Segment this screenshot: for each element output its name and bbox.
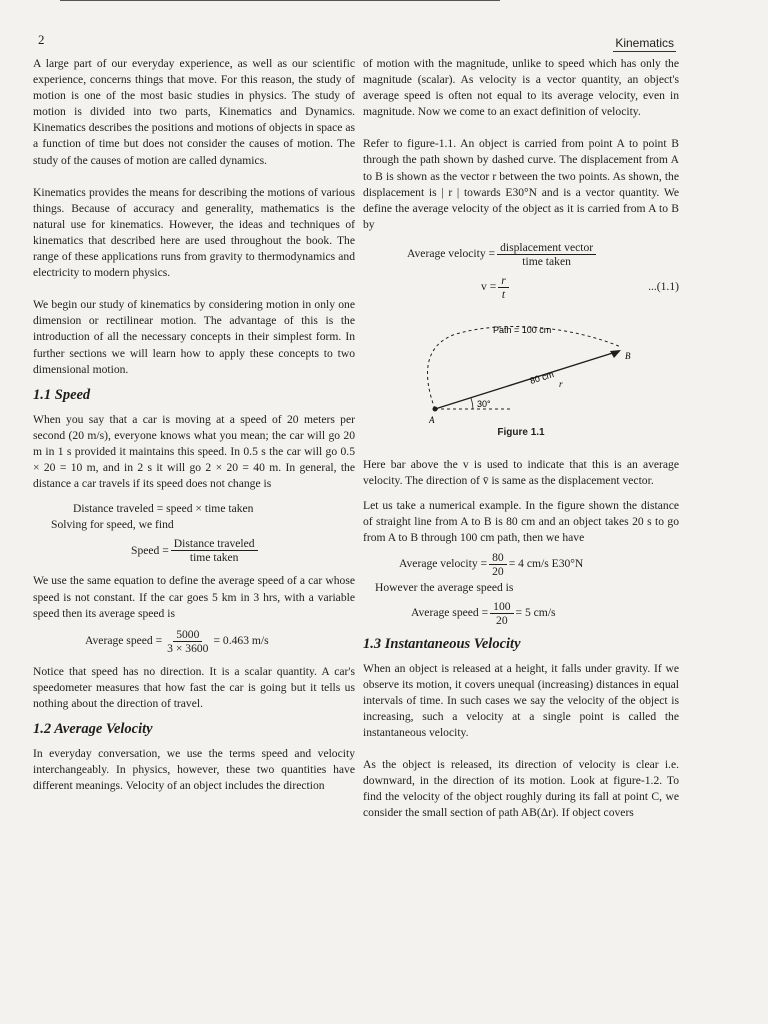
equation-lhs: Average speed = (85, 634, 163, 648)
equation-rhs: = 0.463 m/s (213, 634, 269, 648)
equation-average-speed (33, 628, 355, 655)
fraction (498, 274, 509, 301)
equation-lhs: Average velocity = (399, 556, 488, 570)
denominator: 3 × 3600 (167, 641, 209, 655)
paragraph: When you say that a car is moving at a speed of 20 meters per second (20 m/s), everyone knows what you mean; the car will go 20 m in 1 s provided it maintains this speed. In 0.5 s the car will go 0.5 × 20 = 10 m, and in 2 s it will go 2 × 20 = 40 m. In general, the distance a car travels if its speed does not change is (33, 412, 355, 491)
page-number: 2 (38, 32, 45, 47)
paragraph: of motion with the magnitude, unlike to speed which has only the magnitude (scalar). As velocity is a vector quantity, an object's average speed is often not equal to its average velocity, even in magnitude. Now we come to an exact definition of velocity. (363, 57, 679, 119)
right-column (363, 56, 679, 822)
running-title: Kinematics (615, 36, 674, 50)
figure-caption: Figure 1.1 (497, 426, 545, 438)
solving-text: Solving for speed, we find (51, 518, 174, 532)
left-column (33, 56, 355, 794)
angle-label: 30° (477, 398, 491, 409)
equation-rhs: = 4 cm/s E30°N (508, 556, 584, 570)
point-a-label: A (429, 414, 435, 425)
section-heading-speed: 1.1 Speed (33, 386, 91, 403)
denominator: time taken (189, 551, 239, 565)
section-heading-average-velocity: 1.2 Average Velocity (33, 721, 153, 737)
fraction (164, 628, 211, 655)
equation-lhs: Average speed = (411, 606, 489, 620)
path-label: Path = 100 cm (493, 324, 552, 335)
equation-vbar (363, 274, 679, 301)
numerator: 5000 (173, 628, 202, 642)
denominator: time taken (522, 254, 571, 268)
paragraph: As the object is released, its direction of velocity is clear i.e. downward, in the direction of its motion. Look at figure-1.2. To find the velocity of the object roughly during its fall at point C, we consider the small section of path AB(Δr). If object covers (363, 758, 679, 820)
paragraph: In everyday conversation, we use the terms speed and velocity interchangeably. In physics, however, these two quantities have different meanings. Velocity of an object includes the direction (33, 747, 355, 793)
top-rule (60, 0, 500, 1)
numerator: displacement vector (497, 241, 596, 255)
numerator: r (498, 274, 509, 288)
paragraph: Let us take a numerical example. In the figure shown the distance of straight line from A to B is 80 cm and an object takes 20 s to go from A to B through 100 cm path, then we have (363, 499, 679, 545)
equation-example-velocity (363, 551, 679, 578)
curved-path (428, 326, 621, 409)
paragraph: We use the same equation to define the average speed of a car whose speed is not constant. If the car goes 5 km in 3 hrs, with a variable speed then its average speed is (33, 574, 355, 620)
paragraph: A large part of our everyday experience, as well as our scientific experience, concerns things that move. For this reason, the study of motion is one of the most basic studies in physics. The study of motion is divided into two parts, Kinematics and Dynamics. Kinematics describes the positions and motions of objects in space as a function of time but does not consider the causes of motion. The study of the causes of motion are called dynamics. (33, 57, 355, 167)
equation-distance: Distance traveled = speed × time taken (73, 502, 254, 516)
equation-lhs: v = (481, 280, 497, 294)
vector-label: r (559, 378, 563, 389)
equation-example-speed (363, 600, 679, 627)
fraction (490, 600, 513, 627)
equation-speed (33, 537, 355, 564)
equation-lhs: Average velocity = (407, 247, 496, 261)
figure-diagram (363, 307, 679, 425)
section-heading-instantaneous-velocity: 1.3 Instantaneous Velocity (363, 635, 521, 652)
equation-lhs: Speed = (131, 543, 169, 557)
equation-average-velocity (363, 241, 679, 268)
however-text: However the average speed is (375, 580, 514, 594)
chord-label: 80 cm (528, 369, 556, 386)
numerator: 100 (490, 600, 513, 614)
displacement-vector (435, 351, 619, 409)
paragraph: When an object is released at a height, it falls under gravity. If we observe its motion, it covers unequal (increasing) distances in equal intervals of time. In such cases we say the velocity of the object is increasing, such a velocity at a single point is called the instantaneous velocity. (363, 661, 679, 740)
denominator: 20 (496, 613, 508, 627)
equation-rhs: = 5 cm/s (515, 606, 556, 620)
paragraph: Refer to figure-1.1. An object is carried from point A to point B through the path shown by dashed curve. The displacement from A to B is shown as the vector r between the two points. As shown, the displacement is | r | towards E30°N and is a vector quantity. We define the average velocity of the object as it is carried from A to B by (363, 137, 679, 231)
denominator: t (501, 287, 506, 301)
paragraph: Kinematics provides the means for describing the motions of various things. Because of accuracy and generality, mathematics is the natural use for kinematics. However, the ideas and techniques of kinematics that described here are used throughout the book. The range of these applications runs from gravity to thermodynamics and electricity to modern physics. (33, 185, 355, 280)
equation-number: ...(1.1) (648, 280, 679, 294)
point-b-label: B (625, 350, 631, 361)
paragraph: We begin our study of kinematics by considering motion in only one dimension or rectilinear motion. The advantage of this is the introduction of all the necessary concepts in their simplest form. In further sections we will learn how to apply these concepts to two dimensional motion. (33, 298, 355, 376)
denominator: 20 (492, 564, 504, 578)
numerator: Distance traveled (171, 537, 258, 551)
paragraph: Notice that speed has no direction. It is a scalar quantity. A car's speedometer measures that how fast the car is going but it tells us nothing about the direction of travel. (33, 664, 355, 710)
point-a-dot (433, 406, 438, 411)
fraction (497, 241, 596, 268)
fraction (171, 537, 258, 564)
fraction (489, 551, 507, 578)
angle-arc (471, 398, 473, 409)
numerator: 80 (489, 551, 507, 565)
paragraph: Here bar above the v is used to indicate that this is an average velocity. The direction of v̄ is same as the displacement vector. (363, 458, 679, 488)
figure-1-1 (363, 307, 679, 425)
